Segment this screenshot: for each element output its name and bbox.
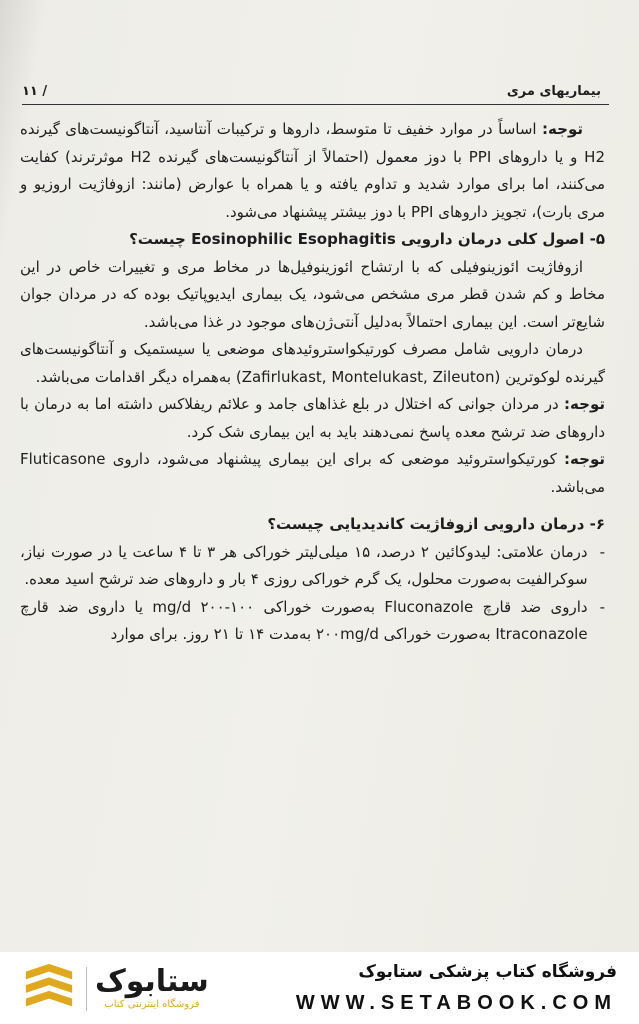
store-name: فروشگاه کتاب پزشکی ستابوک [358, 962, 617, 982]
note-paragraph [20, 446, 605, 501]
paragraph: ازوفاژیت ائوزینوفیلی که با ارتشاح ائوزینوفیل‌ها در مخاط مری و تغییرات خاص در این مخاط و کم شدن قطر مری مشخص می‌شود، یک بیماری ایدیوپاتیک بوده که در مردان جوان شایع‌تر است. این بیماری احتمالاً به‌دلیل آنتی‌ژن‌های موجود در غذا می‌باشد. [20, 257, 605, 331]
paragraph: درمان دارویی شامل مصرف کورتیکواستروئیدهای موضعی یا سیستمیک و آنتاگونیست‌های گیرنده لوکوترین (Zafirlukast, Montelukast, Zileuton) به‌همراه دیگر اقدامات می‌باشد. [20, 340, 605, 386]
logo-text [95, 966, 209, 1012]
note-label: توجه: [564, 450, 605, 468]
logo-divider [86, 967, 87, 1011]
list-item [20, 539, 605, 594]
chapter-title: بیماریهای مری [506, 83, 601, 99]
bullet-dash: - [599, 597, 605, 616]
list-item-text: درمان علامتی: لیدوکائین ۲ درصد، ۱۵ میلی‌لیتر خوراکی هر ۳ تا ۴ ساعت یا در صورت نیاز، سوکرالفیت به‌صورت محلول، یک گرم خوراکی روزی ۴ بار و داروهای ضد ترشح اسید معده. [20, 542, 588, 588]
list-item-text: داروی ضد قارچ Fluconazole به‌صورت خوراکی mg/d ۲۰۰-۱۰۰ یا داروی ضد قارچ Itraconazole به‌صورت خوراکی ۲۰۰mg/d به‌مدت ۱۴ تا ۲۱ روز. برای موارد [20, 597, 588, 643]
note-label: توجه: [564, 395, 605, 413]
note-text: در مردان جوانی که اختلال در بلع غذاهای جامد و علائم ریفلاکس داشته اما به درمان با داروهای ضد ترشح معده پاسخ نمی‌دهند باید به این بیماری شک کرد. [20, 395, 605, 441]
page-number: ۱۱ [22, 83, 38, 99]
question-5-heading: ۵- اصول کلی درمان دارویی Eosinophilic Esophagitis چیست؟ [129, 230, 605, 248]
store-url-link[interactable]: WWW.SETABOOK.COM [295, 992, 617, 1014]
page-header [22, 80, 601, 102]
note-label: توجه: [542, 120, 583, 138]
logo-brand: ستابوک [95, 964, 209, 999]
page-content [20, 116, 605, 649]
question-6-heading: ۶- درمان دارویی ازوفاژیت کاندیدیایی چیست؟ [267, 515, 605, 533]
page-number-group [22, 84, 47, 99]
bullet-dash: - [599, 542, 605, 561]
note-text: کورتیکواستروئید موضعی که برای این بیماری پیشنهاد می‌شود، داروی Fluticasone می‌باشد. [20, 450, 605, 496]
setabook-logo[interactable] [20, 960, 250, 1018]
note-paragraph [20, 391, 605, 446]
note-text: اساساً در موارد خفیف تا متوسط، داروها و ترکیبات آنتاسید، آنتاگونیست‌های گیرنده H2 و یا داروهای PPI با دوز معمول (احتمالاً از آنتاگونیست‌های گیرنده H2 موثرترند) کفایت می‌کنند، اما برای موارد شدید و تداوم یافته و یا همراه با عوارض (مانند: ازوفاژیت اروزیو و مری بارت)، تجویز داروهای PPI با دوز بیشتر پیشنهاد می‌شود. [20, 120, 605, 221]
list-item [20, 594, 605, 649]
spacer [20, 501, 605, 511]
logo-tagline: فروشگاه اینترنتی کتاب [104, 999, 200, 1010]
store-banner [0, 952, 639, 1024]
book-chevron-icon [20, 962, 78, 1016]
note-paragraph [20, 116, 605, 226]
page-separator: / [42, 83, 48, 99]
header-rule [22, 104, 609, 105]
